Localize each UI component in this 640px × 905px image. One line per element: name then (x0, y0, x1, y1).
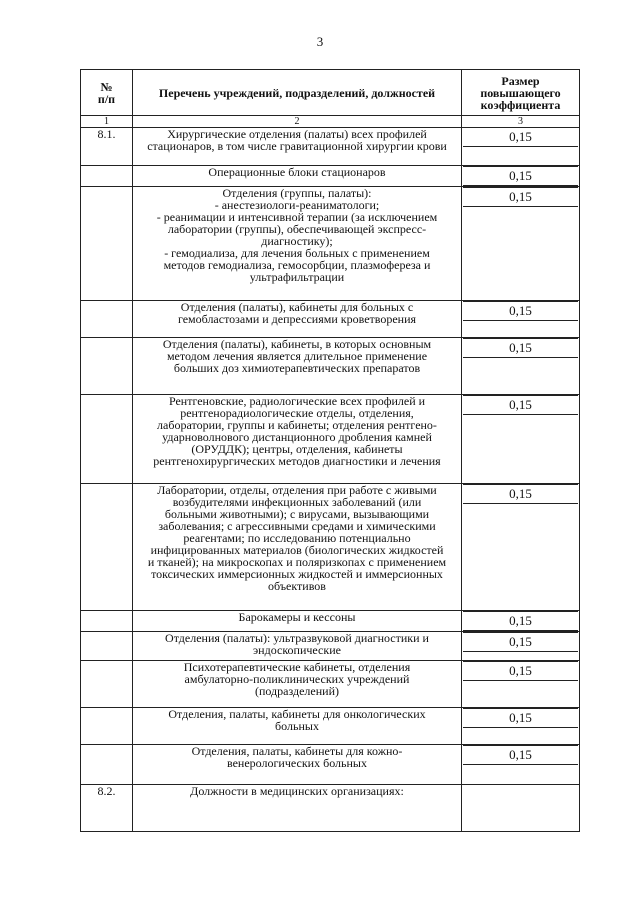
description-line: стационаров, в том числе гравитационной хирургии крови (147, 139, 447, 153)
row-coefficient-cell (462, 187, 580, 301)
table-row (81, 484, 580, 611)
table-row (81, 128, 580, 166)
row-number (81, 661, 133, 708)
row-number (81, 338, 133, 395)
description-line: Отделения (палаты), кабинеты, в которых основным (162, 337, 432, 351)
description-line: Должности в медицинских организациях: (190, 784, 404, 798)
row-coefficient-cell (462, 708, 580, 745)
description-line: Лаборатории, отделы, отделения при работе с живыми (157, 483, 437, 497)
row-description (133, 785, 462, 832)
description-line: гемобластозами и депрессиями кроветворения (177, 312, 417, 326)
description-line: токсических иммерсионных жидкостей и иммерсионных (151, 567, 443, 581)
description-line: рентгенохирургических методов диагностики и лечения (153, 454, 441, 468)
description-line: и тканей); на микроскопах и поляризкопах с применением (147, 555, 447, 569)
row-coefficient: 0,15 (463, 128, 578, 147)
row-description (133, 301, 462, 338)
table-body (81, 128, 580, 832)
description-line: венерологических больных (227, 756, 367, 770)
row-number (81, 708, 133, 745)
row-number (81, 166, 133, 187)
table-row (81, 632, 580, 661)
description-line: лаборатории (группы), обеспечивающей экспресс- (167, 222, 427, 236)
row-coefficient-cell (462, 785, 580, 832)
description-line: амбулаторно-поликлинических учреждений (184, 672, 410, 686)
table-row (81, 301, 580, 338)
row-coefficient: 0,15 (463, 611, 578, 631)
table-row (81, 166, 580, 187)
row-coefficient: 0,15 (463, 661, 578, 681)
row-coefficient-cell (462, 632, 580, 661)
row-description (133, 338, 462, 395)
row-description (133, 632, 462, 661)
row-coefficient-cell (462, 661, 580, 708)
row-description (133, 395, 462, 484)
row-coefficient-cell (462, 745, 580, 785)
row-description (133, 611, 462, 632)
description-line: Отделения (группы, палаты): (222, 186, 372, 200)
description-line: (подразделений) (254, 684, 340, 698)
table-header-row (81, 70, 580, 116)
header-list: Перечень учреждений, подразделений, должностей (133, 70, 462, 116)
row-coefficient-cell (462, 611, 580, 632)
row-coefficient-cell (462, 338, 580, 395)
description-line: Операционные блоки стационаров (208, 165, 386, 179)
description-line: диагностику); (261, 234, 333, 248)
row-description (133, 708, 462, 745)
description-line: Отделения, палаты, кабинеты для кожно- (191, 744, 403, 758)
row-number (81, 187, 133, 301)
description-line: - реанимации и интенсивной терапии (за исключением (156, 210, 438, 224)
description-line: Отделения (палаты), кабинеты для больных с (180, 300, 414, 314)
description-line: объективов (268, 579, 326, 593)
row-number (81, 484, 133, 611)
description-line: возбудителями инфекционных заболеваний (или (172, 495, 422, 509)
row-description (133, 661, 462, 708)
row-coefficient: 0,15 (463, 166, 578, 186)
table-row (81, 395, 580, 484)
description-line: больными животными); с вирусами, вызывающими (164, 507, 430, 521)
page-number: 3 (316, 34, 324, 49)
row-number (81, 301, 133, 338)
row-coefficient: 0,15 (463, 187, 578, 207)
description-line: Отделения, палаты, кабинеты для онкологических (168, 707, 426, 721)
description-line: - гемодиализа, для лечения больных с применением (164, 246, 430, 260)
description-line: - анестезиологи-реаниматологи; (214, 198, 380, 212)
header-number: № п/п (81, 70, 133, 116)
description-line: заболевания; с агрессивными средами и химическими (158, 519, 436, 533)
row-coefficient: 0,15 (463, 338, 578, 358)
description-line: больных (275, 719, 319, 733)
row-coefficient: 0,15 (463, 395, 578, 415)
description-line: Психотерапевтические кабинеты, отделения (183, 660, 411, 674)
description-line: методов гемодиализа, гемосорбции, плазмофереза и (163, 258, 431, 272)
description-line: Рентгеновские, радиологические всех профилей и (168, 394, 426, 408)
row-coefficient: 0,15 (463, 708, 578, 728)
row-coefficient: 0,15 (463, 484, 578, 504)
row-number (81, 395, 133, 484)
row-coefficient-cell (462, 301, 580, 338)
row-coefficient: 0,15 (463, 301, 578, 321)
description-line: больших доз химиотерапевтических препаратов (173, 361, 421, 375)
row-number: 8.1. (81, 128, 133, 166)
description-line: инфицированных материалов (биологических жидкостей (150, 543, 444, 557)
description-line: (ОРУДДК); центры, отделения, кабинеты (191, 442, 403, 456)
description-line: ультрафильтрации (249, 270, 345, 284)
row-coefficient: 0,15 (463, 632, 578, 652)
row-coefficient-cell (462, 128, 580, 166)
row-coefficient: 0,15 (463, 745, 578, 765)
table-row (81, 785, 580, 832)
table-row (81, 708, 580, 745)
table-row (81, 338, 580, 395)
table-row (81, 611, 580, 632)
row-description (133, 128, 462, 166)
row-number: 8.2. (81, 785, 133, 832)
table-row (81, 187, 580, 301)
row-description (133, 187, 462, 301)
description-line: Хирургические отделения (палаты) всех профилей (167, 127, 427, 141)
row-description (133, 484, 462, 611)
description-line: рентгенорадиологические отделы, отделения, (180, 406, 414, 420)
column-numbering-row (81, 116, 580, 128)
table-row (81, 661, 580, 708)
table-row (81, 745, 580, 785)
row-description (133, 745, 462, 785)
description-line: Отделения (палаты): ультразвуковой диагностики и (165, 631, 429, 645)
description-line: лаборатории, группы и кабинеты; отделения рентгено- (157, 418, 437, 432)
row-number (81, 745, 133, 785)
description-line: реагентами; по исследованию потенциально (183, 531, 411, 545)
row-coefficient-cell (462, 166, 580, 187)
description-line: ударноволнового дистанционного дробления камней (162, 430, 432, 444)
column-number: 2 (133, 116, 462, 128)
description-line: Барокамеры и кессоны (238, 610, 356, 624)
column-number: 3 (462, 116, 580, 128)
header-coefficient: Размер повышающего коэффициента (462, 70, 580, 116)
coefficient-table (80, 69, 580, 832)
row-coefficient-cell (462, 484, 580, 611)
row-number (81, 611, 133, 632)
description-line: методом лечения является длительное применение (166, 349, 428, 363)
row-number (81, 632, 133, 661)
row-coefficient-cell (462, 395, 580, 484)
column-number: 1 (81, 116, 133, 128)
description-line: эндоскопические (253, 643, 341, 657)
row-description (133, 166, 462, 187)
